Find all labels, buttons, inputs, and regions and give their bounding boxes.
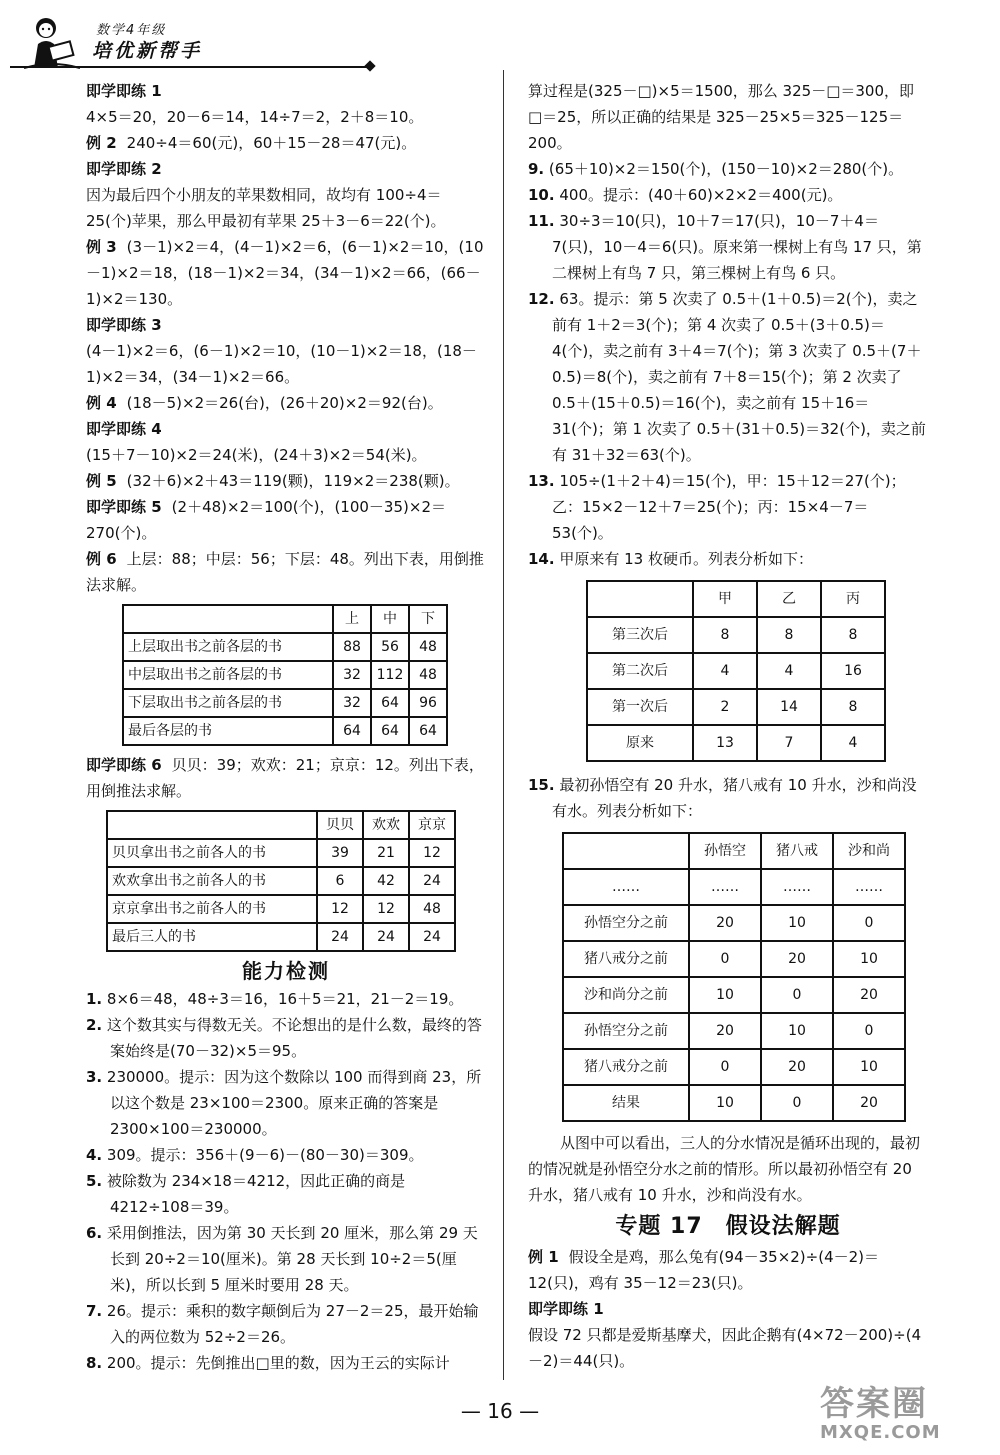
boy-reading-logo-icon <box>24 14 80 70</box>
table-cell: 第一次后 <box>587 689 693 725</box>
table-cell: …… <box>761 869 833 905</box>
answer-item <box>528 182 928 208</box>
table-cell: 0 <box>689 1049 761 1085</box>
answer-number: 13. <box>528 472 555 490</box>
answer-number: 3. <box>86 1068 103 1086</box>
practice-5-text: (2＋48)×2＝100(个)，(100－35)×2＝270(个)。 <box>86 498 446 542</box>
answer-text: (65＋10)×2＝150(个)，(150－10)×2＝280(个)。 <box>548 160 904 178</box>
answer-number: 2. <box>86 1016 103 1034</box>
table-cell: 56 <box>371 633 409 661</box>
answer-item <box>86 1220 486 1298</box>
answer-item <box>86 1350 486 1376</box>
series-title: 培优新帮手 <box>92 40 203 62</box>
answer-item <box>86 1012 486 1064</box>
table-cell: 64 <box>333 717 371 745</box>
grade-label: 数学4年级 <box>96 23 167 38</box>
table-row <box>587 653 885 689</box>
table-header-cell: 猪八戒 <box>761 833 833 869</box>
table-cell: 20 <box>833 977 905 1013</box>
table-row <box>587 725 885 761</box>
table-cell: 中层取出书之前各层的书 <box>123 661 333 689</box>
table-header-cell: 乙 <box>757 581 821 617</box>
answer-text: 309。提示：356＋(9－6)－(80－30)＝309。 <box>106 1146 424 1164</box>
practice-1-text: 4×5＝20，20－6＝14，14÷7＝2，2＋8＝10。 <box>86 108 424 126</box>
table-cell: 10 <box>833 1049 905 1085</box>
answer-number: 14. <box>528 550 555 568</box>
table-cell: 13 <box>693 725 757 761</box>
answer-text: 这个数其实与得数无关。不论想出的是什么数，最终的答案始终是(70－32)×5＝95。 <box>106 1016 482 1060</box>
table-cell: 4 <box>693 653 757 689</box>
table-header-cell: 甲 <box>693 581 757 617</box>
practice-3-label: 即学即练 3 <box>86 316 162 334</box>
example-5-label: 例 5 <box>86 472 117 490</box>
table-cell: 8 <box>821 617 885 653</box>
table-cell: 2 <box>693 689 757 725</box>
answer-number: 8. <box>86 1354 103 1372</box>
table-cell: 10 <box>833 941 905 977</box>
answer-text: 105÷(1＋2＋4)＝15(个)，甲：15＋12＝27(个)；乙：15×2－12＋7＝25(个)；丙：15×4－7＝53(个)。 <box>552 472 906 542</box>
table-header-cell <box>107 811 317 839</box>
example-3-label: 例 3 <box>86 238 117 256</box>
table-cell: …… <box>689 869 761 905</box>
answer-number: 10. <box>528 186 555 204</box>
practice-6-label: 即学即练 6 <box>86 756 162 774</box>
answer-text: 200。提示：先倒推出□里的数，因为王云的实际计 <box>106 1354 450 1372</box>
example-4-text: (18－5)×2＝26(台)，(26＋20)×2＝92(台)。 <box>126 394 443 412</box>
answer-item <box>528 208 928 286</box>
answer-text: 最初孙悟空有 20 升水，猪八戒有 10 升水，沙和尚没有水。列表分析如下： <box>552 776 917 820</box>
right-column <box>528 78 928 1374</box>
table-header-cell: 孙悟空 <box>689 833 761 869</box>
header-rule <box>10 66 370 68</box>
table-cell: 8 <box>693 617 757 653</box>
answer-number: 1. <box>86 990 103 1008</box>
table-cell: 孙悟空分之前 <box>563 1013 689 1049</box>
answer-item <box>86 1142 486 1168</box>
table-cell: 猪八戒分之前 <box>563 941 689 977</box>
table-cell: 第三次后 <box>587 617 693 653</box>
table-cell: 48 <box>409 895 455 923</box>
table-header-cell: 沙和尚 <box>833 833 905 869</box>
table-cell: 上层取出书之前各层的书 <box>123 633 333 661</box>
table-cell: 结果 <box>563 1085 689 1121</box>
table-header-cell: 下 <box>409 605 447 633</box>
table-row <box>563 905 905 941</box>
table-cell: 64 <box>409 717 447 745</box>
column-divider <box>503 70 504 1380</box>
table-cell: 0 <box>689 941 761 977</box>
example-6-text: 上层：88；中层：56；下层：48。列出下表，用倒推法求解。 <box>86 550 484 594</box>
table-cell: 最后各层的书 <box>123 717 333 745</box>
bookshelf-table <box>122 604 448 746</box>
watermark <box>820 1385 990 1449</box>
table-row <box>587 689 885 725</box>
example-2-label: 例 2 <box>86 134 117 152</box>
answer-text: 甲原来有 13 枚硬币。列表分析如下： <box>559 550 813 568</box>
answer-item <box>86 1064 486 1142</box>
table-cell: 24 <box>409 923 455 951</box>
page-number: — 16 — <box>460 1399 540 1423</box>
answer-item <box>528 546 928 572</box>
table-header-cell <box>123 605 333 633</box>
table-cell: 20 <box>761 941 833 977</box>
practice-1-label-topic17: 即学即练 1 <box>528 1300 604 1318</box>
table-cell: 8 <box>821 689 885 725</box>
table-header-cell <box>563 833 689 869</box>
practice-6-text: 贝贝：39；欢欢：21；京京：12。列出下表，用倒推法求解。 <box>86 756 484 800</box>
answer-item <box>528 468 928 546</box>
table-row <box>107 895 455 923</box>
coins-table <box>586 580 886 762</box>
table-header-cell: 中 <box>371 605 409 633</box>
table-cell: 12 <box>363 895 409 923</box>
example-3-text: (3－1)×2＝4，(4－1)×2＝6，(6－1)×2＝10，(10－1)×2＝18，(18－1)×2＝34，(34－1)×2＝66，(66－1)×2＝130。 <box>86 238 484 308</box>
table-cell: 24 <box>317 923 363 951</box>
table-cell: 12 <box>317 895 363 923</box>
table-header-row <box>107 811 455 839</box>
answer-number: 15. <box>528 776 555 794</box>
table-cell: 64 <box>371 689 409 717</box>
table-cell: 32 <box>333 689 371 717</box>
table-cell: 4 <box>757 653 821 689</box>
practice-4-label: 即学即练 4 <box>86 420 162 438</box>
table-cell: 8 <box>757 617 821 653</box>
table-row <box>563 1049 905 1085</box>
watermark-url: MXQE.COM <box>820 1422 941 1443</box>
practice-1-label: 即学即练 1 <box>86 82 162 100</box>
table-cell: 32 <box>333 661 371 689</box>
watermark-logo-text: 答案圈 <box>820 1384 928 1424</box>
practice-1-text-topic17: 假设 72 只都是爱斯基摩犬，因此企鹅有(4×72－200)÷(4－2)＝44(只)。 <box>528 1326 922 1370</box>
table-row <box>563 941 905 977</box>
table-header-cell: 欢欢 <box>363 811 409 839</box>
table-cell: 猪八戒分之前 <box>563 1049 689 1085</box>
table-cell: 12 <box>409 839 455 867</box>
table-row <box>563 1085 905 1121</box>
table-row <box>107 839 455 867</box>
table-cell: 0 <box>833 1013 905 1049</box>
example-1-label: 例 1 <box>528 1248 559 1266</box>
table-row <box>107 867 455 895</box>
answer-number: 4. <box>86 1146 103 1164</box>
table-cell: 沙和尚分之前 <box>563 977 689 1013</box>
example-1-text: 假设全是鸡，那么兔有(94－35×2)÷(4－2)＝12(只)，鸡有 35－12＝23(只)。 <box>528 1248 880 1292</box>
table-cell: 88 <box>333 633 371 661</box>
table-cell: 10 <box>761 1013 833 1049</box>
table-header-cell: 上 <box>333 605 371 633</box>
table-cell: 48 <box>409 661 447 689</box>
practice-3-text: (4－1)×2＝6，(6－1)×2＝10，(10－1)×2＝18，(18－1)×2＝34，(34－1)×2＝66。 <box>86 342 477 386</box>
table-cell: 京京拿出书之前各人的书 <box>107 895 317 923</box>
table-cell: 24 <box>409 867 455 895</box>
answer-item <box>86 1298 486 1350</box>
table-row <box>123 717 447 745</box>
table-row <box>587 617 885 653</box>
answer-item <box>528 286 928 468</box>
practice-5-label: 即学即练 5 <box>86 498 162 516</box>
table-cell: 10 <box>689 1085 761 1121</box>
table-cell: 21 <box>363 839 409 867</box>
answer-8-continuation: 算过程是(325－□)×5＝1500，那么 325－□＝300，即□＝25，所以正确的结果是 325－25×5＝325－125＝200。 <box>528 82 914 152</box>
table-cell: 0 <box>761 977 833 1013</box>
table-cell: 112 <box>371 661 409 689</box>
table-cell: 48 <box>409 633 447 661</box>
table-cell: 10 <box>761 905 833 941</box>
conclusion-paragraph: 从图中可以看出，三人的分水情况是循环出现的，最初的情况就是孙悟空分水之前的情形。所以最初孙悟空有 20 升水，猪八戒有 10 升水，沙和尚没有水。 <box>528 1134 921 1204</box>
table-cell: 7 <box>757 725 821 761</box>
table-cell: 0 <box>833 905 905 941</box>
answer-text: 30÷3＝10(只)，10＋7＝17(只)，10－7＋4＝7(只)，10－4＝6(只)。原来第一棵树上有鸟 17 只，第二棵树上有鸟 7 只，第三棵树上有鸟 6 只。 <box>552 212 922 282</box>
example-6-label: 例 6 <box>86 550 117 568</box>
table-header-row <box>587 581 885 617</box>
table-cell: 64 <box>371 717 409 745</box>
table-row <box>107 923 455 951</box>
answer-number: 5. <box>86 1172 103 1190</box>
table-header-cell: 丙 <box>821 581 885 617</box>
practice-4-text: (15＋7－10)×2＝24(米)，(24＋3)×2＝54(米)。 <box>86 446 427 464</box>
left-column <box>86 78 486 1376</box>
section-title-ability-test: 能力检测 <box>242 959 330 983</box>
table-cell: 下层取出书之前各层的书 <box>123 689 333 717</box>
table-cell: 原来 <box>587 725 693 761</box>
table-header-row <box>563 833 905 869</box>
answer-item <box>528 772 928 824</box>
table-header-row <box>123 605 447 633</box>
header-diamond-icon <box>364 60 375 71</box>
table-cell: 20 <box>689 905 761 941</box>
practice-2-text: 因为最后四个小朋友的苹果数相同，故均有 100÷4＝25(个)苹果，那么甲最初有苹果 25＋3－6＝22(个)。 <box>86 186 446 230</box>
example-4-label: 例 4 <box>86 394 117 412</box>
answer-number: 6. <box>86 1224 103 1242</box>
answer-text: 400。提示：(40＋60)×2×2＝400(元)。 <box>559 186 843 204</box>
table-cell: 14 <box>757 689 821 725</box>
answer-item <box>528 156 928 182</box>
table-cell: 20 <box>833 1085 905 1121</box>
table-cell: 20 <box>761 1049 833 1085</box>
table-row <box>563 1013 905 1049</box>
table-cell: 孙悟空分之前 <box>563 905 689 941</box>
table-header-cell <box>587 581 693 617</box>
table-row <box>563 869 905 905</box>
example-5-text: (32＋6)×2＋43＝119(颗)，119×2＝238(颗)。 <box>126 472 460 490</box>
table-row <box>123 689 447 717</box>
table-cell: 10 <box>689 977 761 1013</box>
answer-text: 8×6＝48，48÷3＝16，16＋5＝21，21－2＝19。 <box>106 990 464 1008</box>
table-cell: 24 <box>363 923 409 951</box>
answer-number: 9. <box>528 160 545 178</box>
answer-item <box>86 1168 486 1220</box>
table-cell: …… <box>833 869 905 905</box>
answer-number: 7. <box>86 1302 103 1320</box>
answer-number: 11. <box>528 212 555 230</box>
table-cell: 第二次后 <box>587 653 693 689</box>
table-cell: 4 <box>821 725 885 761</box>
page-header <box>10 8 390 68</box>
three-people-books-table <box>106 810 456 952</box>
answer-text: 26。提示：乘积的数字颠倒后为 27－2＝25，最开始输入的两位数为 52÷2＝26。 <box>106 1302 479 1346</box>
answer-text: 63。提示：第 5 次卖了 0.5＋(1＋0.5)＝2(个)，卖之前有 1＋2＝3(个)；第 4 次卖了 0.5＋(3＋0.5)＝4(个)，卖之前有 3＋4＝7(个)；第 3 次卖了 0.5＋(7＋0.5)＝8(个)，卖之前有 7＋8＝15(个)；第 2 次卖了 0.5＋(15＋0.5)＝16(个)，卖之前有 15＋16＝31(个)；第 1 次卖了 0.5＋(31＋0.5)＝32(个)，卖之前有 31＋32＝63(个)。 <box>552 290 926 464</box>
table-cell: 贝贝拿出书之前各人的书 <box>107 839 317 867</box>
table-header-cell: 京京 <box>409 811 455 839</box>
table-cell: 最后三人的书 <box>107 923 317 951</box>
table-cell: 96 <box>409 689 447 717</box>
table-row <box>563 977 905 1013</box>
table-cell: 6 <box>317 867 363 895</box>
table-cell: 0 <box>761 1085 833 1121</box>
answer-number: 12. <box>528 290 555 308</box>
table-cell: …… <box>563 869 689 905</box>
answer-text: 采用倒推法，因为第 30 天长到 20 厘米，那么第 29 天长到 20÷2＝10(厘米)。第 28 天长到 10÷2＝5(厘米)，所以长到 5 厘米时要用 28 天。 <box>106 1224 478 1294</box>
table-row <box>123 661 447 689</box>
example-2-text: 240÷4＝60(元)，60＋15－28＝47(元)。 <box>126 134 417 152</box>
table-cell: 42 <box>363 867 409 895</box>
practice-2-label: 即学即练 2 <box>86 160 162 178</box>
answer-item <box>86 986 486 1012</box>
topic-17-title: 专题 17 假设法解题 <box>615 1214 841 1239</box>
answer-text: 被除数为 234×18＝4212，因此正确的商是 4212÷108＝39。 <box>106 1172 406 1216</box>
table-row <box>123 633 447 661</box>
table-cell: 20 <box>689 1013 761 1049</box>
table-cell: 16 <box>821 653 885 689</box>
table-cell: 39 <box>317 839 363 867</box>
table-header-cell: 贝贝 <box>317 811 363 839</box>
answer-text: 230000。提示：因为这个数除以 100 而得到商 23，所以这个数是 23×100＝2300。原来正确的答案是 2300×100＝230000。 <box>106 1068 482 1138</box>
water-sharing-table <box>562 832 906 1122</box>
table-cell: 欢欢拿出书之前各人的书 <box>107 867 317 895</box>
